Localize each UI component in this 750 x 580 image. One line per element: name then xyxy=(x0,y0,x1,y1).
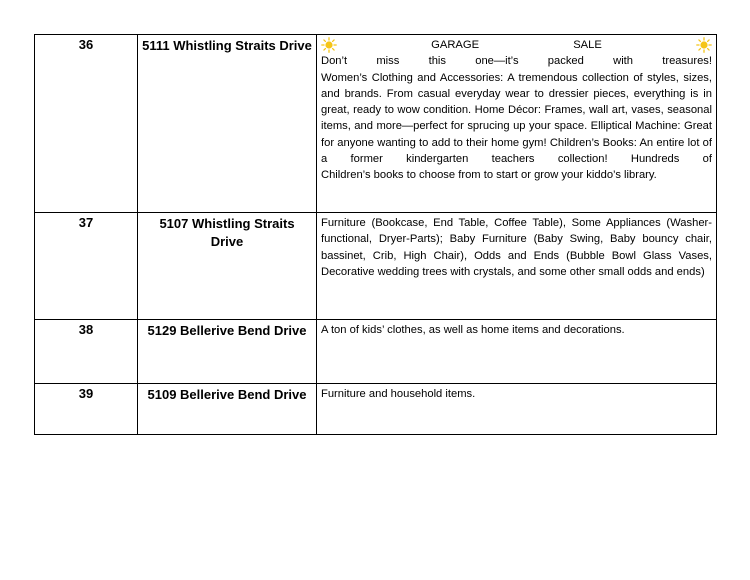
sale-address: 5107 Whistling Straits Drive xyxy=(138,213,317,320)
title-word-sale: SALE xyxy=(573,39,602,51)
sale-description xyxy=(317,35,717,213)
description-line: Don’t miss this one—it’s packed with treasures! xyxy=(321,55,712,68)
description-line: Children’s books to choose from to start or grow your kiddo’s library. xyxy=(321,169,657,182)
table-row xyxy=(35,384,717,435)
sale-title-line xyxy=(321,37,712,53)
sale-address: 5111 Whistling Straits Drive xyxy=(138,35,317,213)
sale-number: 38 xyxy=(35,320,138,384)
sale-description: A ton of kids’ clothes, as well as home items and decorations. xyxy=(317,320,717,384)
sale-number: 36 xyxy=(35,35,138,213)
description-line: Women’s Clothing and Accessories: A tremendous collection of styles, sizes, and brands. From casual everyday wear to dressier pieces, everything is in great, ready to wow condition. Home Décor: Frames, wall art, vases, seasonal items, and more—perfect for sprucing up your space. Elliptical Machine: Great for anyone wanting to add to their home gym! Children’s Books: An entire lot of a former kindergarten teachers collection! Hundreds of xyxy=(321,71,712,166)
table-row xyxy=(35,213,717,320)
table-row xyxy=(35,35,717,213)
sale-address: 5129 Bellerive Bend Drive xyxy=(138,320,317,384)
sale-number: 39 xyxy=(35,384,138,435)
table-row xyxy=(35,320,717,384)
sale-description: Furniture and household items. xyxy=(317,384,717,435)
sun-icon xyxy=(696,37,712,53)
sale-address: 5109 Bellerive Bend Drive xyxy=(138,384,317,435)
sale-description: Furniture (Bookcase, End Table, Coffee Table), Some Appliances (Washer-functional, Dryer-Parts); Baby Furniture (Baby Swing, Baby bouncy chair, bassinet, Crib, High Chair), Odds and Ends (Bubble Bowl Glass Vases, Decorative wedding trees with crystals, and some other small odds and ends) xyxy=(317,213,717,320)
title-word-garage: GARAGE xyxy=(431,39,480,51)
sun-icon xyxy=(321,37,337,53)
garage-sale-table xyxy=(34,34,717,435)
sale-number: 37 xyxy=(35,213,138,320)
